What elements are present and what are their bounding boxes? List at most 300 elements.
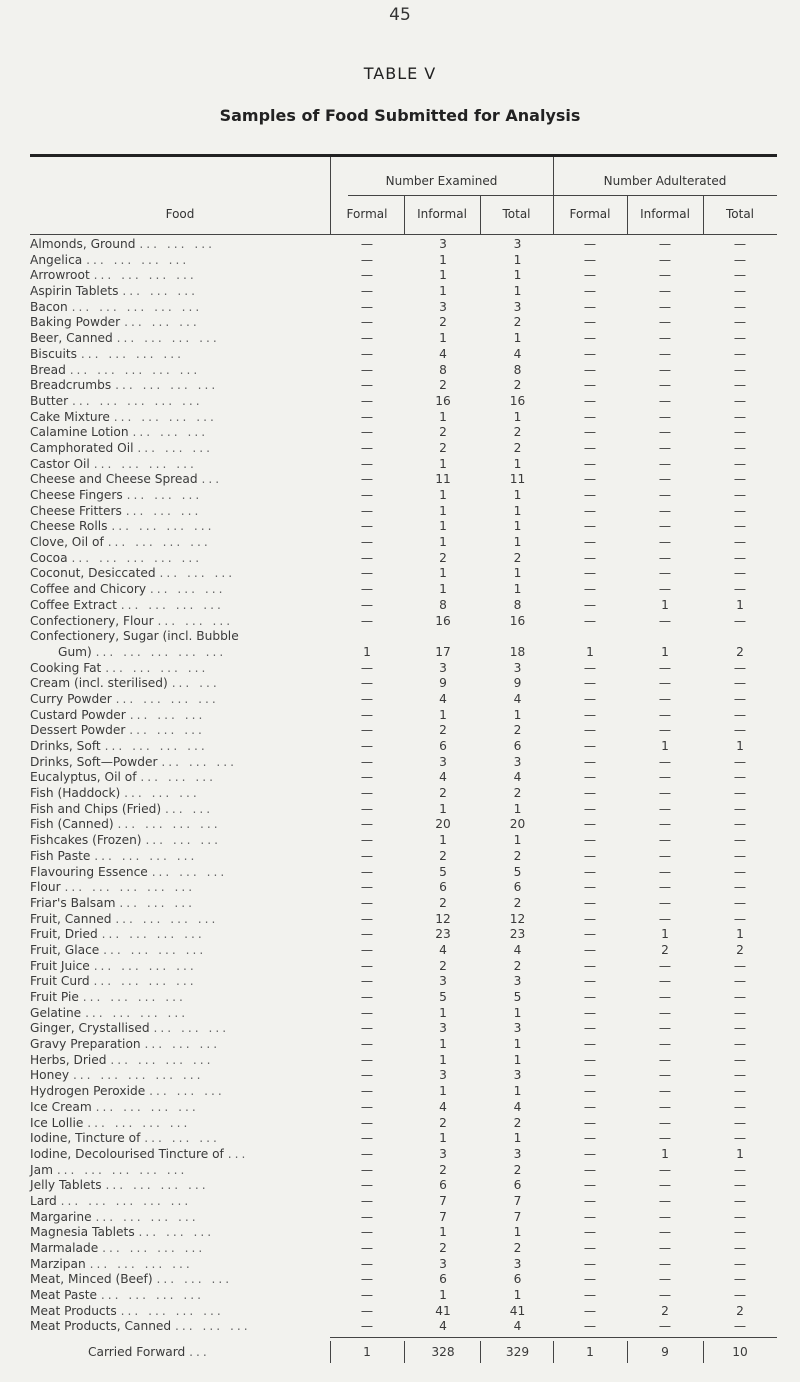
adulterated-informal-cell: — <box>658 691 672 706</box>
food-name: Meat Paste <box>30 1288 98 1303</box>
adulterated-informal-cell: — <box>658 1209 672 1224</box>
food-name: Cream (incl. sterilised) <box>30 676 168 691</box>
food-name: Fish and Chips (Fried) <box>30 801 162 816</box>
examined-formal-cell: — <box>360 911 374 926</box>
examined-informal-cell: 3 <box>439 1146 447 1161</box>
adulterated-informal-cell: — <box>658 754 672 769</box>
leader-dots: ... ... ... ... <box>107 535 211 550</box>
adulterated-total-cell: — <box>733 566 747 581</box>
food-name: Drinks, Soft—Powder <box>30 754 158 769</box>
food-name: Friar's Balsam <box>30 895 116 910</box>
leader-dots: ... <box>201 472 223 487</box>
examined-total-cell: 6 <box>513 739 522 754</box>
examined-formal-cell: — <box>360 990 374 1005</box>
examined-informal-cell: 4 <box>439 346 447 361</box>
examined-formal-cell: — <box>360 440 374 455</box>
food-name: Biscuits <box>30 346 78 361</box>
adulterated-formal-cell: — <box>583 786 597 801</box>
food-name: Fishcakes (Frozen) <box>30 833 142 848</box>
total-rule <box>330 1337 553 1338</box>
food-name-cell <box>30 300 330 316</box>
examined-formal-cell: — <box>360 425 374 440</box>
table-row <box>30 394 777 410</box>
examined-informal-cell: 1 <box>439 268 447 283</box>
examined-total-cell: 6 <box>513 880 522 895</box>
food-name-cell <box>30 457 330 473</box>
food-name: Jam <box>30 1162 53 1177</box>
adulterated-formal-cell: — <box>583 597 597 612</box>
leader-dots: ... ... ... ... <box>116 331 220 346</box>
food-name: Angelica <box>30 252 83 267</box>
leader-dots: ... ... ... ... <box>93 974 197 989</box>
leader-dots: ... ... ... <box>175 1319 251 1334</box>
adulterated-informal-cell: — <box>658 958 672 973</box>
adulterated-total-cell: 2 <box>736 942 744 957</box>
food-name-cell <box>30 739 330 755</box>
food-name-cell <box>30 1021 330 1037</box>
leader-dots: ... ... ... <box>161 754 237 769</box>
food-name: Baking Powder <box>30 315 121 330</box>
food-name-cell <box>30 786 330 802</box>
adulterated-total-cell: — <box>733 378 747 393</box>
examined-informal-cell: 8 <box>439 597 447 612</box>
examined-formal-cell: — <box>360 566 374 581</box>
food-name-cell <box>30 927 330 943</box>
food-name: Gelatine <box>30 1005 82 1020</box>
table-row <box>30 629 777 660</box>
food-name-cell <box>30 237 330 253</box>
examined-formal-cell: — <box>360 833 374 848</box>
adulterated-total-cell: 2 <box>736 1303 744 1318</box>
leader-dots: ... ... ... ... <box>93 958 197 973</box>
adulterated-informal-cell: — <box>658 1037 672 1052</box>
examined-formal-cell: — <box>360 252 374 267</box>
table-row <box>30 1225 777 1241</box>
adulterated-total-cell: — <box>733 1162 747 1177</box>
food-name: Herbs, Dried <box>30 1052 107 1067</box>
examined-informal-cell: 7 <box>439 1209 447 1224</box>
examined-total-cell: 1 <box>513 1288 522 1303</box>
adulterated-formal-cell: — <box>583 723 597 738</box>
food-name-cell <box>30 331 330 347</box>
leader-dots: ... ... ... <box>126 488 203 502</box>
food-name: Clove, Oil of <box>30 535 104 550</box>
adulterated-total-cell: — <box>733 315 747 330</box>
leader-dots: ... ... ... ... <box>82 990 186 1005</box>
examined-total-cell: 1 <box>513 1052 522 1067</box>
examined-formal-cell: — <box>360 801 374 816</box>
table-row <box>30 598 777 614</box>
adulterated-informal-cell: 1 <box>661 1146 669 1161</box>
adulterated-total-cell: — <box>733 613 747 628</box>
adulterated-informal-cell: — <box>658 723 672 738</box>
examined-informal-cell: 4 <box>439 1319 447 1334</box>
adulterated-formal-cell: — <box>583 472 597 487</box>
table-row <box>30 457 777 473</box>
table-row <box>30 676 777 692</box>
leader-dots: ... ... ... <box>129 723 205 738</box>
examined-total-cell: 1 <box>513 1005 522 1020</box>
adulterated-total-cell: — <box>733 503 747 518</box>
examined-total-cell: 3 <box>513 974 522 989</box>
food-name-cell <box>30 284 330 300</box>
table-row <box>30 519 777 535</box>
adulterated-formal-cell: — <box>583 880 597 895</box>
food-name: Camphorated Oil <box>30 440 134 455</box>
examined-formal-cell: — <box>360 1021 374 1036</box>
food-name-cell <box>30 1257 330 1273</box>
food-name-cell <box>30 253 330 269</box>
leader-dots: ... ... ... ... ... <box>72 393 203 408</box>
examined-informal-header: Informal <box>417 207 467 221</box>
food-name-cell <box>30 378 330 394</box>
food-name: Marmalade <box>30 1241 99 1256</box>
adulterated-total-cell: — <box>733 1319 747 1334</box>
food-name: Fruit Curd <box>30 974 90 989</box>
examined-informal-cell: 1 <box>439 331 447 346</box>
food-name-cell <box>30 1241 330 1257</box>
adulterated-formal-cell: — <box>583 550 597 565</box>
examined-informal-cell: 23 <box>435 927 451 942</box>
examined-total-cell: 6 <box>513 1178 522 1193</box>
examined-total-cell: 3 <box>513 660 522 675</box>
adulterated-formal-cell: — <box>583 252 597 267</box>
examined-total-cell: 2 <box>513 723 522 738</box>
adulterated-total-cell: — <box>733 268 747 283</box>
adulterated-total-cell: — <box>733 1225 747 1240</box>
adulterated-total-cell: — <box>733 362 747 377</box>
food-name: Dessert Powder <box>30 723 126 738</box>
adulterated-formal-cell: — <box>583 1005 597 1020</box>
examined-informal-cell: 1 <box>439 1037 447 1052</box>
adulterated-formal-cell: — <box>583 676 597 691</box>
table-row <box>30 363 777 379</box>
food-name: Calamine Lotion <box>30 425 129 440</box>
carried-forward-section <box>30 1341 777 1363</box>
adulterated-informal-cell: — <box>658 1099 672 1114</box>
leader-dots: ... ... ... ... <box>89 1256 193 1271</box>
adulterated-total-cell: 2 <box>736 644 744 659</box>
food-name-cell <box>30 896 330 912</box>
adulterated-informal-cell: — <box>658 1005 672 1020</box>
examined-informal-cell: 2 <box>439 848 447 863</box>
table-row <box>30 1163 777 1179</box>
adulterated-formal-cell: — <box>583 1131 597 1146</box>
examined-total-cell: 2 <box>513 1162 522 1177</box>
examined-formal-cell: — <box>360 503 374 518</box>
food-name-cell <box>30 582 330 598</box>
adulterated-informal-cell: — <box>658 770 672 785</box>
leader-dots: ... ... ... <box>149 1084 225 1099</box>
food-name: Aspirin Tablets <box>30 284 119 299</box>
examined-informal-cell: 1 <box>439 1052 447 1067</box>
food-name: Meat Products, Canned <box>30 1319 172 1334</box>
examined-formal-cell: — <box>360 237 374 251</box>
adulterated-informal-cell: 1 <box>661 597 669 612</box>
examined-formal-cell: — <box>360 1178 374 1193</box>
examined-total-cell: 2 <box>513 1115 522 1130</box>
adulterated-total-cell: — <box>733 990 747 1005</box>
adulterated-total-cell: — <box>733 786 747 801</box>
leader-dots: ... ... ... ... <box>115 911 219 926</box>
adulterated-formal-cell: — <box>583 1178 597 1193</box>
examined-formal-cell: — <box>360 817 374 832</box>
examined-informal-cell: 5 <box>439 864 447 879</box>
table-row <box>30 880 777 896</box>
adulterated-total-cell: — <box>733 409 747 424</box>
adulterated-formal-cell: — <box>583 331 597 346</box>
examined-total-header: Total <box>502 207 531 221</box>
food-name: Confectionery, Sugar (incl. Bubble <box>30 629 239 644</box>
examined-total-cell: 1 <box>513 503 522 518</box>
adulterated-informal-cell: — <box>658 362 672 377</box>
adulterated-informal-cell: — <box>658 535 672 550</box>
leader-dots: ... ... ... ... <box>85 1005 189 1020</box>
examined-total-cell: 3 <box>513 1021 522 1036</box>
adulterated-formal-cell: — <box>583 942 597 957</box>
food-name: Marzipan <box>30 1256 86 1271</box>
adulterated-informal-cell: — <box>658 1225 672 1240</box>
adulterated-formal-cell: — <box>583 1099 597 1114</box>
examined-informal-cell: 41 <box>435 1303 451 1318</box>
examined-formal-cell: — <box>360 488 374 502</box>
food-name-cell <box>30 394 330 410</box>
examined-formal-cell: — <box>360 393 374 408</box>
leader-dots: ... ... ... <box>139 237 215 251</box>
leader-dots: ... ... ... ... <box>110 1052 214 1067</box>
food-name-cell <box>30 1053 330 1069</box>
adulterated-informal-cell: — <box>658 1272 672 1287</box>
adulterated-formal-cell: — <box>583 817 597 832</box>
adulterated-informal-cell: 1 <box>661 739 669 754</box>
leader-dots: ... ... ... ... ... <box>69 362 201 377</box>
leader-dots: ... ... ... <box>151 864 228 879</box>
table-header <box>30 157 777 234</box>
food-name-cell <box>30 566 330 582</box>
adulterated-total-cell: — <box>733 833 747 848</box>
food-name-cell <box>30 504 330 520</box>
leader-dots: ... ... ... <box>159 566 236 581</box>
examined-total-cell: 1 <box>513 268 522 283</box>
examined-informal-cell: 2 <box>439 786 447 801</box>
table-title: TABLE V <box>363 64 437 83</box>
examined-formal-cell: — <box>360 1288 374 1303</box>
food-name: Hydrogen Peroxide <box>30 1084 146 1099</box>
header-group-rule <box>348 195 777 196</box>
leader-dots: ... ... ... <box>124 315 200 330</box>
adulterated-total-cell: — <box>733 1272 747 1287</box>
food-name: Cheese and Cheese Spread <box>30 472 198 487</box>
adulterated-total-cell: — <box>733 1115 747 1130</box>
adulterated-formal-cell: — <box>583 707 597 722</box>
leader-dots: ... ... ... <box>125 503 202 518</box>
leader-dots: ... ... ... ... <box>120 1303 224 1318</box>
examined-total-cell: 12 <box>509 911 526 926</box>
food-name-cell <box>30 315 330 331</box>
examined-total-cell: 20 <box>509 817 526 832</box>
adulterated-formal-cell: — <box>583 1115 597 1130</box>
leader-dots: ... ... ... ... <box>105 1178 209 1193</box>
adulterated-total-cell: — <box>733 1256 747 1271</box>
adulterated-informal-cell: — <box>658 472 672 487</box>
table-row <box>30 770 777 786</box>
food-name-cell <box>30 865 330 881</box>
examined-total-cell: 7 <box>513 1193 522 1208</box>
food-name-cell <box>30 441 330 457</box>
food-name: Fruit Juice <box>30 958 90 973</box>
adulterated-informal-cell: — <box>658 1193 672 1208</box>
examined-total-cell: 8 <box>513 362 522 377</box>
adulterated-formal-cell: — <box>583 456 597 471</box>
adulterated-informal-cell: — <box>658 974 672 989</box>
examined-informal-cell: 8 <box>439 362 447 377</box>
examined-informal-cell: 1 <box>439 1005 447 1020</box>
adulterated-formal-cell: — <box>583 911 597 926</box>
adulterated-total-cell: — <box>733 770 747 785</box>
examined-total-cell: 2 <box>513 550 522 565</box>
leader-dots: ... ... ... <box>138 1225 215 1240</box>
examined-formal-cell: — <box>360 1209 374 1224</box>
examined-formal-cell: — <box>360 880 374 895</box>
adulterated-formal-cell: — <box>583 958 597 973</box>
food-name-cell <box>30 676 330 692</box>
adulterated-total-cell: — <box>733 754 747 769</box>
examined-total-cell: 3 <box>513 299 522 314</box>
adulterated-informal-cell: — <box>658 1288 672 1303</box>
leader-dots: ... ... ... ... ... <box>71 299 203 314</box>
food-name-cell <box>30 1068 330 1084</box>
adulterated-formal-cell: — <box>583 299 597 314</box>
food-name-cell <box>30 1100 330 1116</box>
food-name-cell <box>30 1178 330 1194</box>
examined-informal-cell: 1 <box>439 519 447 534</box>
adulterated-total-cell: — <box>733 252 747 267</box>
table-row <box>30 943 777 959</box>
examined-informal-cell: 2 <box>439 425 447 440</box>
examined-formal-cell: — <box>360 1037 374 1052</box>
adulterated-formal-cell: — <box>583 1272 597 1287</box>
examined-total-cell: 11 <box>509 472 526 487</box>
adulterated-total-cell: — <box>733 1068 747 1083</box>
leader-dots: ... ... ... <box>144 1131 220 1146</box>
examined-total-cell: 2 <box>513 1241 522 1256</box>
food-name-cell <box>30 410 330 426</box>
adulterated-formal-cell: — <box>583 268 597 283</box>
food-name: Beer, Canned <box>30 331 113 346</box>
examined-formal-cell: — <box>360 284 374 299</box>
examined-informal-cell: 3 <box>439 1021 447 1036</box>
adulterated-informal-cell: — <box>658 519 672 534</box>
food-name: Coffee Extract <box>30 597 117 612</box>
adulterated-informal-cell: — <box>658 786 672 801</box>
carried-forward-row <box>30 1341 777 1363</box>
adulterated-total-cell: — <box>733 425 747 440</box>
adulterated-formal-cell: — <box>583 895 597 910</box>
table-row <box>30 959 777 975</box>
table-row <box>30 692 777 708</box>
table-row <box>30 1147 777 1163</box>
food-name: Almonds, Ground <box>30 237 136 251</box>
examined-total-cell: 41 <box>509 1303 526 1318</box>
food-name-cell <box>30 1304 330 1320</box>
adulterated-formal-cell: — <box>583 440 597 455</box>
examined-formal-cell: — <box>360 1303 374 1318</box>
examined-informal-cell: 4 <box>439 691 447 706</box>
adulterated-informal-cell: — <box>658 346 672 361</box>
examined-informal-cell: 1 <box>439 284 447 299</box>
leader-dots: ... ... ... ... <box>115 691 219 706</box>
examined-total-cell: 18 <box>509 644 526 659</box>
adulterated-informal-cell: — <box>658 1241 672 1256</box>
adulterated-total-cell: — <box>733 911 747 926</box>
examined-formal-cell: — <box>360 723 374 738</box>
food-name-cell <box>30 1084 330 1100</box>
adulterated-total-header: Total <box>725 207 755 221</box>
examined-total-cell: 1 <box>513 331 522 346</box>
examined-formal-cell: — <box>360 472 374 487</box>
adulterated-formal-header: Formal <box>569 207 611 221</box>
table-row <box>30 488 777 504</box>
table-row <box>30 253 777 269</box>
food-name-cell <box>30 1037 330 1053</box>
food-name: Meat Products <box>30 1303 117 1318</box>
adulterated-formal-cell: — <box>583 566 597 581</box>
adulterated-total-cell: — <box>733 707 747 722</box>
examined-informal-cell: 2 <box>439 1241 447 1256</box>
adulterated-formal-cell: — <box>583 739 597 754</box>
food-name: Custard Powder <box>30 707 126 722</box>
adulterated-total-cell: — <box>733 299 747 314</box>
adulterated-informal-cell: — <box>658 1319 672 1334</box>
food-name: Bacon <box>30 299 68 314</box>
adulterated-total-cell: — <box>733 1241 747 1256</box>
food-name-cell <box>30 912 330 928</box>
examined-total-cell: 4 <box>513 691 522 706</box>
examined-total-cell: 1 <box>513 1225 522 1240</box>
examined-formal-cell: — <box>360 942 374 957</box>
adulterated-formal-cell: — <box>583 754 597 769</box>
examined-total-cell: 3 <box>513 1068 522 1083</box>
leader-dots: ... ... ... ... <box>95 1209 199 1224</box>
food-name-cell <box>30 755 330 771</box>
total-rule <box>553 1337 777 1338</box>
table-row <box>30 1210 777 1226</box>
adulterated-total-cell: 1 <box>736 739 744 754</box>
examined-informal-cell: 3 <box>439 974 447 989</box>
leader-dots: ... ... ... ... <box>103 942 207 957</box>
examined-informal-cell: 17 <box>435 644 451 659</box>
examined-total-cell: 2 <box>513 958 522 973</box>
examined-informal-cell: 2 <box>439 723 447 738</box>
examined-informal-cell: 1 <box>439 707 447 722</box>
carried-forward-label: Carried Forward <box>88 1345 186 1360</box>
adulterated-total-cell: — <box>733 1037 747 1052</box>
examined-total-cell: 3 <box>513 1256 522 1271</box>
adulterated-total-cell: — <box>733 848 747 863</box>
adulterated-informal-cell: — <box>658 566 672 581</box>
leader-dots: ... ... ... ... <box>93 268 197 283</box>
adulterated-informal-cell: — <box>658 817 672 832</box>
number-adulterated-header: Number Adulterated <box>603 174 727 188</box>
food-name: Cheese Rolls <box>30 519 108 534</box>
table-row <box>30 1021 777 1037</box>
examined-informal-cell: 1 <box>439 1084 447 1099</box>
leader-dots: ... ... ... <box>156 1272 233 1287</box>
adulterated-informal-cell: — <box>658 864 672 879</box>
adulterated-total-cell: — <box>733 1288 747 1303</box>
leader-dots: ... ... ... <box>144 1037 221 1052</box>
adulterated-total-cell: — <box>733 676 747 691</box>
